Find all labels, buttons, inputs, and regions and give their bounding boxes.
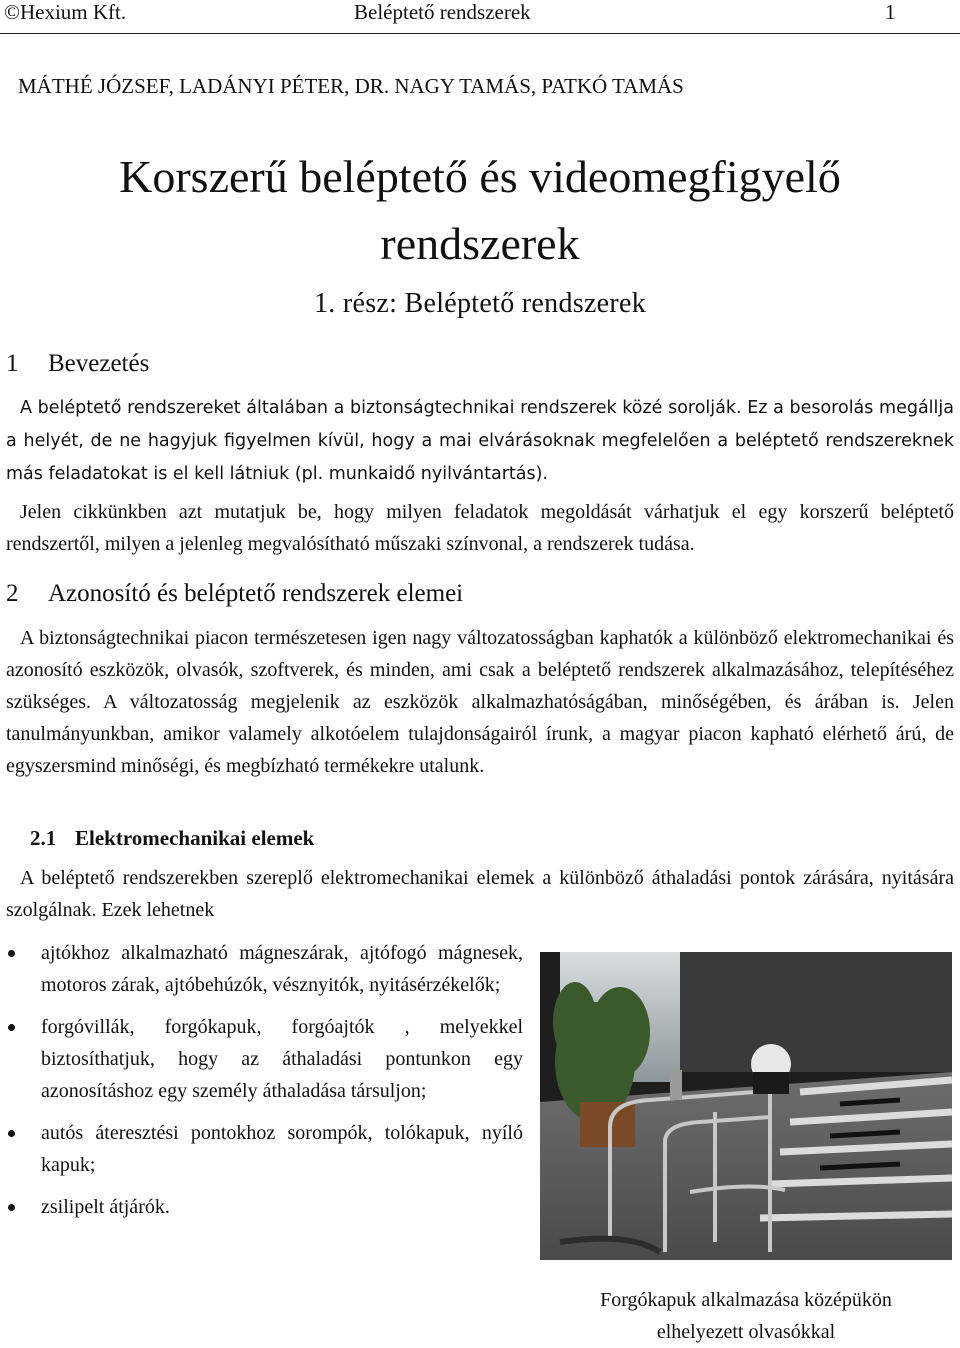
figure-caption (540, 1284, 952, 1348)
bullet-list (8, 937, 523, 1233)
caption-line-2: elhelyezett olvasókkal (656, 1321, 836, 1343)
subsection-heading (30, 826, 314, 851)
paragraph: A beléptető rendszereket általában a biztonságtechnikai rendszerek közé sorolják. Ez a besorolás megállja a helyét, de ne hagyjuk figyelmen kívül, hogy a mai elvárásoknak megfelelően a beléptető rendszereknek más feladatokat is el kell látniuk (pl. munkaidő nyilvántartás). (6, 398, 954, 484)
turnstile-photo (540, 952, 952, 1260)
section-title: Bevezetés (48, 350, 150, 377)
list-item: autós áteresztési pontokhoz sorompók, tolókapuk, nyíló kapuk; (8, 1117, 523, 1181)
section-heading-introduction (6, 350, 149, 378)
document-title-line-2: rendszerek (380, 218, 580, 269)
paragraph: Jelen cikkünkben azt mutatjuk be, hogy milyen feladatok megoldását várhatjuk el egy korszerű beléptető rendszertől, milyen a jelenleg megvalósítható műszaki színvonal, a rendszerek tudása. (6, 501, 954, 555)
list-item: forgóvillák, forgókapuk, forgóajtók , melyekkel biztosíthatjuk, hogy az áthaladási pontunkon egy azonosításhoz egy személy áthaladása társuljon; (8, 1011, 523, 1107)
subsection-title: Elektromechanikai elemek (75, 826, 315, 850)
subsection-number: 2.1 (30, 826, 57, 850)
header-page-number: 1 (885, 0, 896, 24)
document-title-line-1: Korszerű beléptető és videomegfigyelő (119, 151, 841, 202)
list-item: ajtókhoz alkalmazható mágneszárak, ajtófogó mágnesek, motoros zárak, ajtóbehúzók, vésznyitók, nyitásérzékelők; (8, 937, 523, 1001)
list-item: zsilipelt átjárók. (8, 1191, 523, 1223)
header-copyright: ©Hexium Kft. (4, 0, 127, 24)
header-title: Beléptető rendszerek (354, 0, 531, 24)
paragraph: A beléptető rendszerekben szereplő elektromechanikai elemek a különböző áthaladási pontok zárására, nyitására szolgálnak. Ezek lehetnek (6, 867, 954, 921)
section-heading-elements (6, 580, 463, 608)
page-header (0, 0, 960, 30)
document-subtitle: 1. rész: Beléptető rendszerek (313, 288, 647, 319)
header-divider (0, 33, 960, 34)
section-number: 1 (6, 350, 19, 377)
authors: MÁTHÉ JÓZSEF, LADÁNYI PÉTER, DR. NAGY TAMÁS, PATKÓ TAMÁS (18, 74, 684, 98)
section-number: 2 (6, 580, 19, 607)
paragraph: A biztonságtechnikai piacon természetesen igen nagy változatosságban kaphatók a különböző elektromechanikai és azonosító eszközök, olvasók, szoftverek, és minden, ami csak a beléptető rendszerek alkalmazásához, telepítéséhez szükséges. A változatosság megjelenik az eszközök alkalmazhatóságában, minőségében, és árában is. Jelen tanulmányunkban, amikor valamely alkotóelem tulajdonságairól írunk, a magyar piacon kapható elérhető árú, de egyszersmind minőségi, és megbízható termékekre utalunk. (6, 627, 954, 777)
section-title: Azonosító és beléptető rendszerek elemei (48, 580, 464, 607)
caption-line-1: Forgókapuk alkalmazása középükön (600, 1289, 892, 1311)
